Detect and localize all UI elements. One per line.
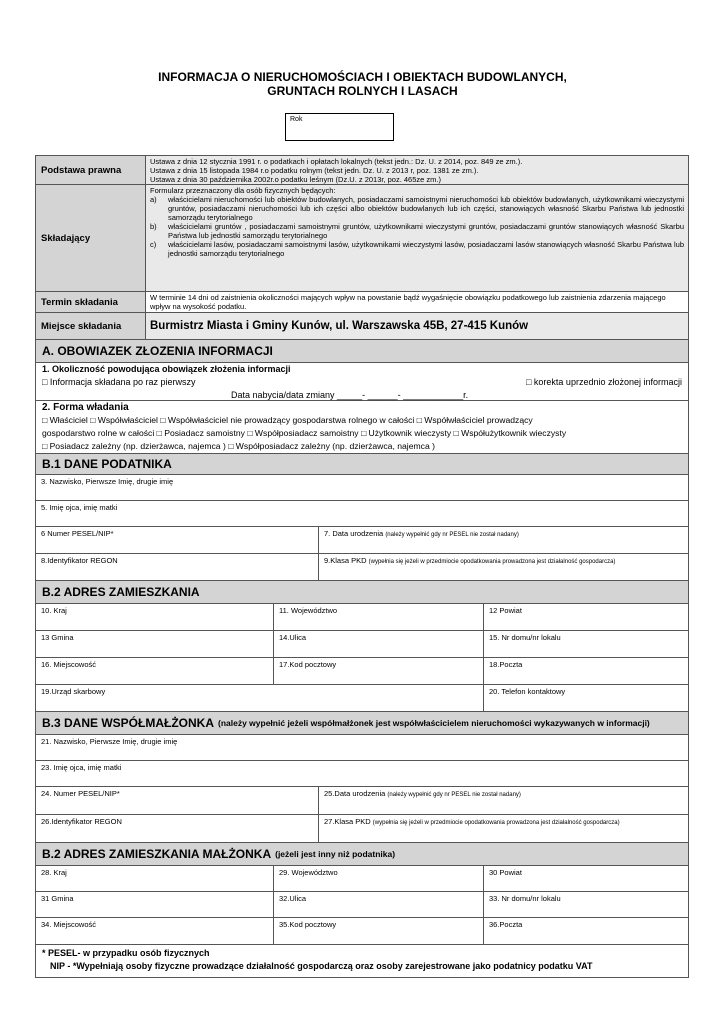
section-a-header: [36, 340, 688, 363]
phone-field[interactable]: 20. Telefon kontaktowy: [489, 687, 566, 696]
spouse-birth-date-field[interactable]: 25.Data urodzenia (należy wypełnić gdy nr PESEL nie został nadany): [324, 789, 521, 798]
podstawa-row: [36, 156, 688, 185]
b2-row: [36, 631, 688, 658]
list-item: a) właścicielami nieruchomości lub obiektów budowlanych, posiadaczami samoistnymi nieruchomości lub obiektów budowlanych, użytkownikami wieczystymi gruntów, posiadaczami nieruchomości lub ich części albo obiektów budowlanych lub ich części, stanowiących własność Skarbu Państwa lub jednostki samorządu terytorialnego: [150, 195, 684, 222]
b2-row: [36, 604, 688, 631]
section-b3-header: [36, 712, 688, 735]
spouse-house-number-field[interactable]: 33. Nr domu/nr lokalu: [489, 894, 561, 903]
termin-row: [36, 292, 688, 313]
spouse-regon-field[interactable]: 26.Identyfikator REGON: [36, 815, 319, 842]
podstawa-label: Podstawa prawna: [36, 156, 146, 184]
correction-checkbox[interactable]: □ korekta uprzednio złożonej informacji: [525, 377, 682, 387]
spouse-postal-code-field[interactable]: 35.Kod pocztowy: [274, 918, 484, 944]
section-b3-note: (należy wypełnić jeżeli współmałżonek jest współwłaścicielem nieruchomości wykazywanych w informacji): [218, 718, 650, 728]
skladajacy-text: [146, 185, 688, 291]
forma-options-line[interactable]: □ Właściciel □ Współwłaściciel □ Współwłaściciel nie prowadzący gospodarstwa rolnego w całości □ Współwłaściciel prowadzący: [42, 415, 533, 425]
spouse-parents-field[interactable]: 23. Imię ojca, imię matki: [41, 763, 122, 772]
skladajacy-row: [36, 185, 688, 292]
pkd-field[interactable]: 9.Klasa PKD (wypełnia się jeżeli w przedmiocie opodatkowania prowadzona jest działalność gospodarcza): [324, 556, 616, 565]
miejsce-row: [36, 313, 688, 340]
b3-row: [36, 761, 688, 787]
section-b2b-title: B.2 ADRES ZAMIESZKANIA MAŁŻONKA: [42, 847, 272, 861]
spouse-pesel-field[interactable]: 24. Numer PESEL/NIP*: [36, 787, 319, 814]
spouse-county-field[interactable]: 30 Powiat: [489, 868, 522, 877]
house-number-field[interactable]: 15. Nr domu/nr lokalu: [489, 633, 561, 642]
section-b2b-note: (jeżeli jest inny niż podatnika): [275, 849, 396, 859]
list-item: c) właścicielami lasów, posiadaczami samoistnymi lasów, użytkownikami wieczystymi lasów, posiadaczami lasów stanowiących własność Skarbu Państwa lub jednostki samorządu terytorialnego: [150, 240, 684, 258]
okolicznosc-question: 1. Okoliczność powodująca obowiązek złożenia informacji: [42, 364, 291, 374]
pesel-field[interactable]: 6 Numer PESEL/NIP*: [36, 527, 319, 553]
b2b-row: [36, 892, 688, 918]
podstawa-line: Ustawa z dnia 30 października 2002r.o podatku leśnym (Dz.U. z 2013r, poz. 465ze zm.): [150, 175, 441, 184]
termin-text: W terminie 14 dni od zaistnienia okoliczności mających wpływ na powstanie bądź wygaśnięcie obowiązku podatkowego lub zaistnienia zdarzenia mającego wpływ na wysokość podatku.: [146, 292, 688, 312]
post-office-field[interactable]: 18.Poczta: [489, 660, 523, 669]
section-b2-title: B.2 ADRES ZAMIESZKANIA: [42, 585, 200, 599]
regon-field[interactable]: 8.Identyfikator REGON: [36, 554, 319, 580]
b3-row: [36, 735, 688, 761]
b1-row: [36, 554, 688, 581]
footnote-pesel: * PESEL- w przypadku osób fizycznych: [42, 948, 210, 958]
first-time-checkbox[interactable]: □ Informacja składana po raz pierwszy: [42, 377, 196, 387]
b2-row: [36, 658, 688, 685]
footnote-nip: NIP - *Wypełniają osoby fizyczne prowadzące działalność gospodarczą oraz osoby zarejestrowane jako podatnicy podatku VAT: [50, 961, 593, 971]
b1-row: [36, 501, 688, 527]
b2-row: [36, 685, 688, 712]
birth-date-field[interactable]: 7. Data urodzenia (należy wypełnić gdy nr PESEL nie został nadany): [324, 529, 519, 538]
form-title-line2: GRUNTACH ROLNYCH I LASACH: [267, 84, 458, 98]
spouse-pkd-field[interactable]: 27.Klasa PKD (wypełnia się jeżeli w przedmiocie opodatkowania prowadzona jest działalność gospodarcza): [324, 817, 620, 826]
section-b1-title: B.1 DANE PODATNIKA: [42, 457, 172, 471]
parents-field[interactable]: 5. Imię ojca, imię matki: [41, 503, 118, 512]
section-b1-header: [36, 454, 688, 475]
footnote: [36, 945, 688, 977]
b2b-row: [36, 866, 688, 892]
forma-options-line[interactable]: □ Posiadacz zależny (np. dzierżawca, najemca ) □ Współposiadacz zależny (np. dzierżawca, najemca ): [42, 441, 435, 451]
street-field[interactable]: 14.Ulica: [274, 631, 484, 657]
county-field[interactable]: 12 Powiat: [489, 606, 522, 615]
b3-row: [36, 787, 688, 815]
voivodeship-field[interactable]: 11. Województwo: [274, 604, 484, 630]
b3-row: [36, 815, 688, 843]
forma-block: [36, 401, 688, 454]
miejsce-label: Miejsce składania: [36, 313, 146, 339]
b1-row: [36, 527, 688, 554]
spouse-post-office-field[interactable]: 36.Poczta: [489, 920, 523, 929]
b2b-row: [36, 918, 688, 945]
forma-options-line[interactable]: gospodarstwo rolne w całości □ Posiadacz samoistny □ Współposiadacz samoistny □ Użytkownik wieczysty □ Współużytkownik wieczysty: [42, 428, 567, 438]
tax-office-field[interactable]: 19.Urząd skarbowy: [36, 685, 484, 711]
okolicznosc-options: [36, 376, 688, 389]
section-b2-header: [36, 581, 688, 604]
country-field[interactable]: 10. Kraj: [36, 604, 274, 630]
b1-row: [36, 475, 688, 501]
form-title: [0, 70, 725, 98]
spouse-country-field[interactable]: 28. Kraj: [36, 866, 274, 891]
acquisition-date-field[interactable]: Data nabycia/data zmiany _____- ______- ____________r.: [231, 390, 469, 400]
form-title-line1: INFORMACJA O NIERUCHOMOŚCIACH I OBIEKTACH BUDOWLANYCH,: [158, 70, 567, 84]
list-item: b) właścicielami gruntów , posiadaczami samoistnymi gruntów, użytkownikami wieczystymi gruntów, posiadaczami gruntów stanowiących własność Skarbu Państwa lub jednostki samorządu terytorialnego: [150, 222, 684, 240]
rok-label: Rok: [290, 116, 303, 123]
spouse-commune-field[interactable]: 31 Gmina: [36, 892, 274, 917]
spouse-name-field[interactable]: 21. Nazwisko, Pierwsze Imię, drugie imię: [41, 737, 178, 746]
podstawa-line: Ustawa z dnia 15 listopada 1984 r.o podatku rolnym (tekst jedn. Dz. U. z 2013 r, poz. 1381 ze zm.).: [150, 166, 479, 175]
section-a-title: A. OBOWIAZEK ZŁOZENIA INFORMACJI: [42, 344, 273, 358]
commune-field[interactable]: 13 Gmina: [36, 631, 274, 657]
spouse-voivodeship-field[interactable]: 29. Województwo: [274, 866, 484, 891]
spouse-city-field[interactable]: 34. Miejscowość: [36, 918, 274, 944]
spouse-street-field[interactable]: 32.Ulica: [274, 892, 484, 917]
miejsce-text: Burmistrz Miasta i Gminy Kunów, ul. Warszawska 45B, 27-415 Kunów: [146, 313, 688, 339]
skladajacy-label: Składający: [36, 185, 146, 291]
okolicznosc-block: [36, 363, 688, 401]
name-field[interactable]: 3. Nazwisko, Pierwsze Imię, drugie imię: [41, 477, 174, 486]
city-field[interactable]: 16. Miejscowość: [36, 658, 274, 684]
forma-question: 2. Forma władania: [42, 402, 129, 413]
postal-code-field[interactable]: 17.Kod pocztowy: [274, 658, 484, 684]
section-b3-title: B.3 DANE WSPÓŁMAŁŻONKA: [42, 716, 214, 730]
podstawa-line: Ustawa z dnia 12 stycznia 1991 r. o podatkach i opłatach lokalnych (tekst jedn.: Dz. U. z 2014, poz. 849 ze zm.).: [150, 157, 523, 166]
rok-field[interactable]: [285, 113, 394, 141]
section-b2b-header: [36, 843, 688, 866]
form-table: [35, 155, 689, 978]
skladajacy-intro: Formularz przeznaczony dla osób fizycznych będących:: [150, 186, 336, 195]
termin-label: Termin składania: [36, 292, 146, 312]
podstawa-text: [146, 156, 688, 184]
